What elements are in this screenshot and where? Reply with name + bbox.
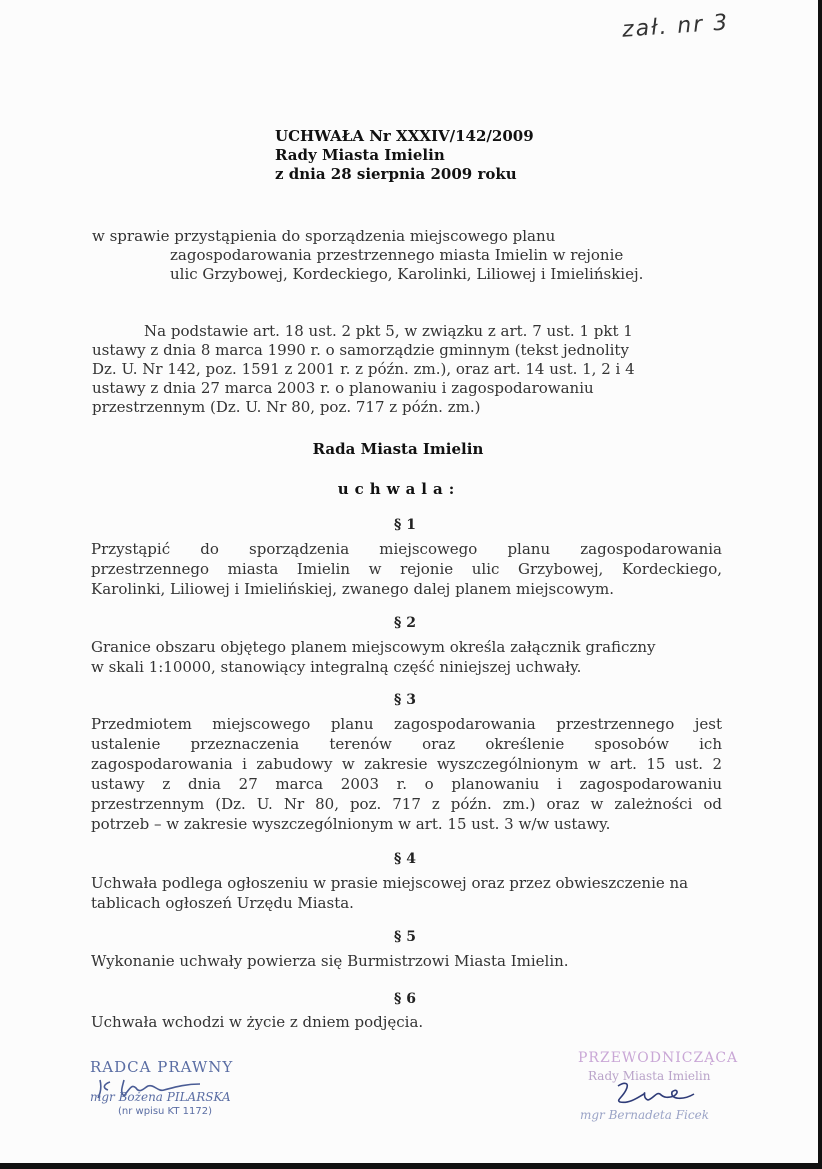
- resolution-date: z dnia 28 sierpnia 2009 roku: [275, 165, 517, 183]
- legal-basis-line: ustawy z dnia 27 marca 2003 r. o planowaniu i zagospodarowaniu: [92, 379, 594, 397]
- section-4-mark: § 4: [394, 851, 416, 867]
- paragraph-line: potrzeb – w zakresie wyszczególnionym w art. 15 ust. 3 w/w ustawy.: [91, 815, 611, 833]
- section-5-text: [91, 951, 722, 971]
- section-2-text: [91, 637, 722, 677]
- stamp-title: PRZEWODNICZĄCA: [578, 1050, 739, 1066]
- paragraph-line: tablicach ogłoszeń Urzędu Miasta.: [91, 894, 354, 912]
- stamp-name: mgr Bożena PILARSKA: [90, 1090, 231, 1104]
- paragraph-line: Przedmiotem miejscowego planu zagospodarowania przestrzennego jest: [91, 715, 722, 733]
- handwritten-attachment-note: zał. nr 3: [621, 10, 731, 43]
- paragraph-line: Karolinki, Liliowej i Imielińskiej, zwanego dalej planem miejscowym.: [91, 580, 614, 598]
- legal-basis: [92, 322, 712, 417]
- paragraph-line: zagospodarowania i zabudowy w zakresie wyszczególnionym w art. 15 ust. 2: [91, 755, 722, 773]
- stamp-name: mgr Bernadeta Ficek: [580, 1108, 709, 1122]
- subject-line: zagospodarowania przestrzennego miasta Imielin w rejonie: [170, 246, 624, 264]
- subject-line: w sprawie przystąpienia do sporządzenia miejscowego planu: [92, 227, 556, 245]
- resolution-header: [275, 127, 534, 184]
- paragraph-line: Wykonanie uchwały powierza się Burmistrzowi Miasta Imielin.: [91, 952, 569, 970]
- stamp-subtitle: Rady Miasta Imielin: [588, 1069, 711, 1083]
- section-3-text: [91, 714, 722, 834]
- section-1-text: [91, 539, 722, 599]
- paragraph-line: Uchwała wchodzi w życie z dniem podjęcia.: [91, 1013, 424, 1031]
- paragraph-line: ustalenie przeznaczenia terenów oraz określenie sposobów ich: [91, 735, 722, 753]
- paragraph-line: Uchwała podlega ogłoszeniu w prasie miejscowej oraz przez obwieszczenie na: [91, 874, 689, 892]
- issuing-body: Rady Miasta Imielin: [275, 146, 445, 164]
- section-6-mark: § 6: [394, 991, 416, 1007]
- council-heading: Rada Miasta Imielin: [312, 440, 484, 458]
- paragraph-line: przestrzennym (Dz. U. Nr 80, poz. 717 z późn. zm.) oraz w zależności od: [91, 795, 722, 813]
- resolution-subject: [92, 227, 643, 284]
- paragraph-line: w skali 1:10000, stanowiący integralną część niniejszej uchwały.: [91, 658, 582, 676]
- paragraph-line: Przystąpić do sporządzenia miejscowego planu zagospodarowania: [91, 540, 722, 558]
- section-4-text: [91, 873, 722, 913]
- legal-counsel-stamp: [88, 1058, 288, 1128]
- section-6-text: [91, 1012, 722, 1032]
- stamp-register-number: (nr wpisu KT 1172): [118, 1106, 212, 1117]
- paragraph-line: ustawy z dnia 27 marca 2003 r. o planowaniu i zagospodarowaniu: [91, 775, 722, 793]
- section-3-mark: § 3: [394, 692, 416, 708]
- paragraph-line: Granice obszaru objętego planem miejscowym określa załącznik graficzny: [91, 638, 656, 656]
- paragraph-line: przestrzennego miasta Imielin w rejonie ulic Grzybowej, Kordeckiego,: [91, 560, 722, 578]
- legal-basis-line: przestrzennym (Dz. U. Nr 80, poz. 717 z późn. zm.): [92, 398, 481, 416]
- section-5-mark: § 5: [394, 929, 416, 945]
- resolution-number: UCHWAŁA Nr XXXIV/142/2009: [275, 127, 534, 145]
- stamp-title: RADCA PRAWNY: [90, 1058, 234, 1076]
- legal-basis-line: ustawy z dnia 8 marca 1990 r. o samorządzie gminnym (tekst jednolity: [92, 341, 629, 359]
- section-1-mark: § 1: [394, 517, 416, 533]
- scan-edge-bottom: [0, 1163, 822, 1169]
- legal-basis-line: Dz. U. Nr 142, poz. 1591 z 2001 r. z późn. zm.), oraz art. 14 ust. 1, 2 i 4: [92, 360, 635, 378]
- chairwoman-stamp: [560, 1050, 760, 1130]
- section-2-mark: § 2: [394, 615, 416, 631]
- subject-line: ulic Grzybowej, Kordeckiego, Karolinki, Liliowej i Imielińskiej.: [170, 265, 644, 283]
- resolves-heading: uchwala:: [337, 480, 461, 498]
- legal-basis-line: Na podstawie art. 18 ust. 2 pkt 5, w związku z art. 7 ust. 1 pkt 1: [144, 322, 633, 340]
